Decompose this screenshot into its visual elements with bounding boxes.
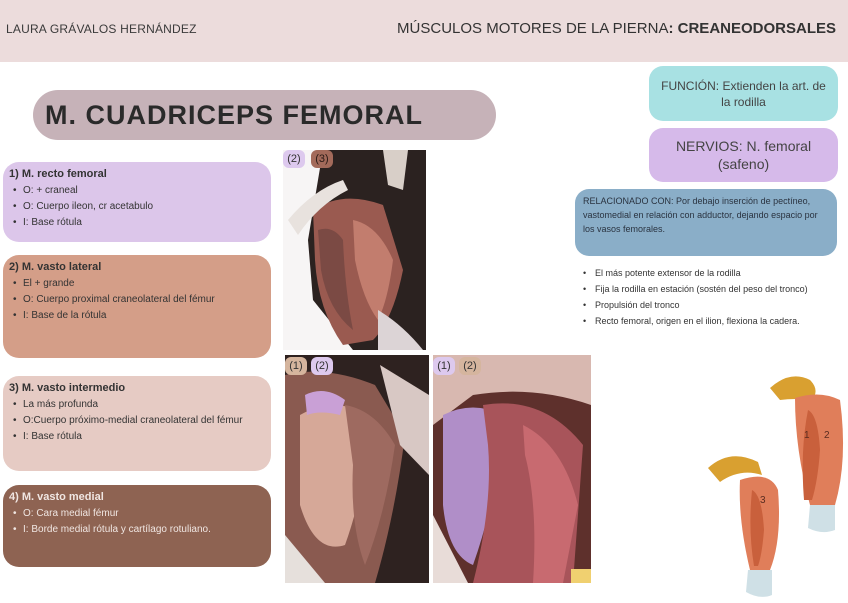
- muscle-title: 1) M. recto femoral: [9, 168, 107, 180]
- relations-box: RELACIONADO CON: Por debajo inserción de pectíneo, vastomedial en relación con adductor, dejando espacio por los vasos femorales.: [575, 189, 837, 256]
- muscle-detail: • O: + craneal: [9, 183, 261, 199]
- photo-tag: (1): [285, 357, 307, 375]
- muscle-details: [9, 183, 261, 231]
- dissection-image: [285, 355, 429, 583]
- muscle-title: 3) M. vasto intermedio: [9, 382, 126, 394]
- muscle-detail: • La más profunda: [9, 397, 261, 413]
- dissection-image: [433, 355, 591, 583]
- muscle-detail: • O: Cuerpo proximal craneolateral del fémur: [9, 292, 261, 308]
- muscle-detail: • O:Cuerpo próximo-medial craneolateral del fémur: [9, 413, 261, 429]
- muscle-card-vasto-intermedio: [3, 376, 271, 471]
- muscle-detail: • O: Cuerpo ileon, cr acetabulo: [9, 199, 261, 215]
- muscle-card-recto-femoral: [3, 162, 271, 242]
- photo-tag: (2): [283, 150, 305, 168]
- fact-item: • Recto femoral, origen en el ilion, flexiona la cadera.: [583, 315, 841, 327]
- document-title: [397, 20, 836, 37]
- fact-item: • El más potente extensor de la rodilla: [583, 267, 841, 279]
- muscle-title: 4) M. vasto medial: [9, 491, 104, 503]
- dissection-image: [283, 150, 426, 350]
- header: [0, 0, 848, 62]
- photo-tag: (3): [311, 150, 333, 168]
- photo-tag: (2): [459, 357, 481, 375]
- dissection-photo-1: [283, 150, 426, 350]
- muscle-detail: • I: Base rótula: [9, 429, 261, 445]
- fact-item: • Fija la rodilla en estación (sostén del peso del tronco): [583, 283, 841, 295]
- muscle-detail: • El + grande: [9, 276, 261, 292]
- illustration-label: 3: [760, 495, 766, 506]
- document-title-bold: : CREANEODORSALES: [668, 20, 836, 37]
- muscle-detail: • O: Cara medial fémur: [9, 506, 261, 522]
- muscle-detail: • I: Base rótula: [9, 215, 261, 231]
- dissection-photo-2: [285, 355, 429, 583]
- muscle-details: [9, 397, 261, 445]
- main-title: M. CUADRICEPS FEMORAL: [33, 90, 496, 140]
- illustration-label: 1: [804, 430, 810, 441]
- muscle-card-vasto-medial: [3, 485, 271, 567]
- photo-tag: (1): [433, 357, 455, 375]
- function-box: FUNCIÓN: Extienden la art. de la rodilla: [649, 66, 838, 121]
- illustration-label: 2: [824, 430, 830, 441]
- muscle-details: [9, 506, 261, 538]
- muscle-detail: • I: Borde medial rótula y cartílago rotuliano.: [9, 522, 261, 538]
- muscle-details: [9, 276, 261, 324]
- facts-list: [583, 267, 841, 331]
- nerves-box: NERVIOS: N. femoral (safeno): [649, 128, 838, 182]
- muscle-detail: • I: Base de la rótula: [9, 308, 261, 324]
- muscle-title: 2) M. vasto lateral: [9, 261, 102, 273]
- dissection-photo-3: [433, 355, 591, 583]
- author-name: LAURA GRÁVALOS HERNÁNDEZ: [6, 22, 197, 36]
- muscle-illustration-image: [700, 370, 848, 603]
- document-title-prefix: MÚSCULOS MOTORES DE LA PIERNA: [397, 20, 669, 37]
- muscle-card-vasto-lateral: [3, 255, 271, 358]
- photo-tag: (2): [311, 357, 333, 375]
- muscle-illustration: [700, 370, 848, 603]
- fact-item: • Propulsión del tronco: [583, 299, 841, 311]
